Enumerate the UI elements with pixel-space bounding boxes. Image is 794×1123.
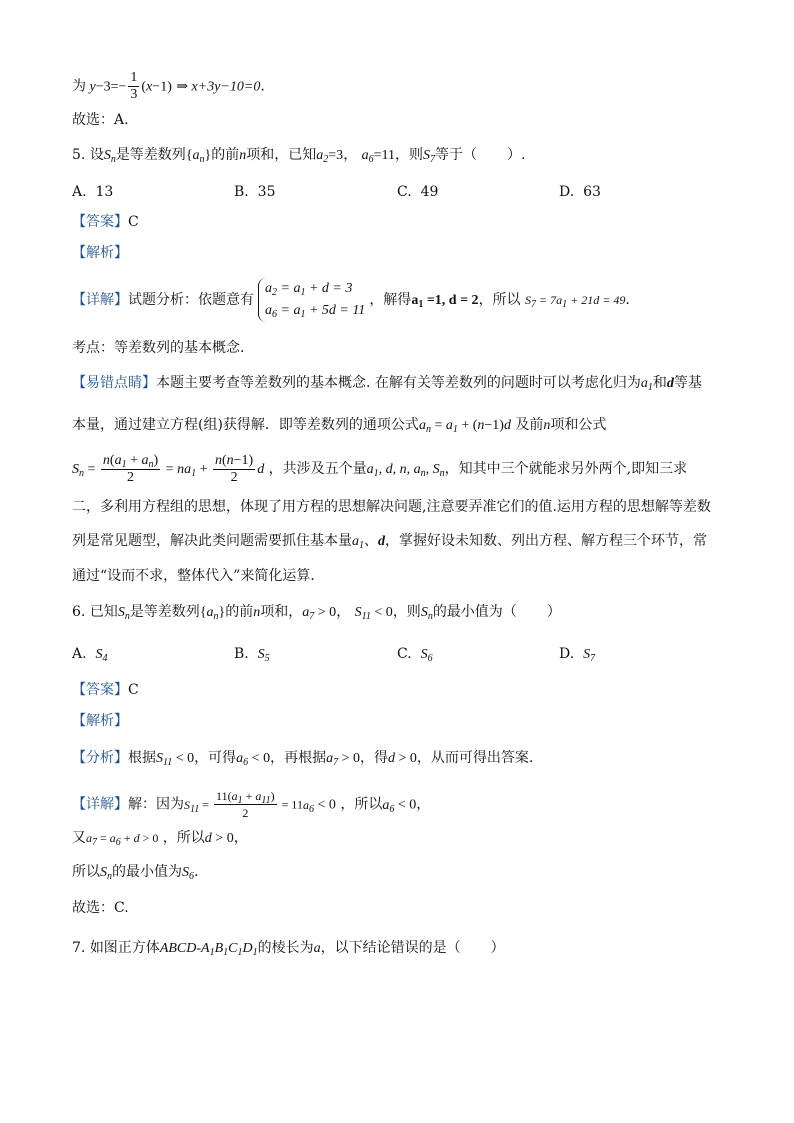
q5-analysis-tag: 【解析】 <box>72 245 128 261</box>
q5-yicuo-line-4: 二，多利用方程组的思想，体现了用方程的思想解决问题,注意要弄准它们的值.运用方程的思想解等差数 <box>72 499 711 515</box>
q5-yicuo-line-2: 本量，通过建立方程(组)获得解．即等差数列的通项公式$a_n = a_1 + (n-1)d$ 及前n项和公式 <box>72 417 607 435</box>
q5-yicuo-line-6: 通过“设而不求，整体代入”来简化运算． <box>72 568 325 584</box>
q5-detail: 【详解】试题分析：依题意有 $a_2 = a_1 + d = 3$ $a_6 = a_1 + 5d = 11$ ，解得$a_1 =1$, d = 2，所以 $S_7 = 7a_1 + 21d = 49$. <box>72 278 630 322</box>
q5-option-a: A. 13 <box>72 184 114 200</box>
q5-option-c: C. 49 <box>397 184 439 200</box>
q6-answer: 【答案】C <box>72 682 139 698</box>
q4-solution-line: 为 y−3=− $\frac{1}{3}$ (x−1) ⇒ x+3y−10=0. <box>72 70 265 102</box>
q5-option-b: B. 35 <box>234 184 276 200</box>
q5-yicuo-line-3: $S_n$ = $\frac{n(a_1 + a_n)}{2}$ = $na_1$ + $\frac{n(n-1)}{2}$ d ，共涉及五个量$a_1$, d, n, $a_n$, $S_n$，知其中三个就能求另外两个,即知三求 <box>72 453 688 485</box>
q5-yicuo-line-1: 【易错点睛】本题主要考查等差数列的基本概念. 在解有关等差数列的问题时可以考虑化归为$a_1$和d等基 <box>72 375 702 393</box>
q6-option-a: A. $S_4$ <box>72 646 108 664</box>
q6-option-d: D. $S_7$ <box>559 646 596 664</box>
q4-answer: 故选：A. <box>72 112 129 128</box>
q6-conclusion: 故选：C. <box>72 900 129 916</box>
q6-analysis-tag: 【解析】 <box>72 713 128 729</box>
q6-option-b: B. $S_5$ <box>234 646 270 664</box>
q6-line-3: 所以$S_n$的最小值为$S_6$. <box>72 864 199 882</box>
q5-option-d: D. 63 <box>559 184 601 200</box>
q6-fenxi: 【分析】根据$S_{11} < 0$，可得$a_6 < 0$，再根据$a_7 > 0$，得d > 0，从而可得出答案. <box>72 750 534 768</box>
q5-answer: 【答案】C <box>72 214 139 230</box>
q5-kaodian: 考点：等差数列的基本概念. <box>72 340 245 356</box>
q6-line-2: 又$a_7 = a_6 + d > 0$ ，所以d > 0， <box>72 830 248 848</box>
q6-stem: 6. 已知$S_n$是等差数列$\{a_n\}$的前n项和，$a_7 > 0$， $S_{11} < 0$，则$S_n$的最小值为（ ） <box>72 604 561 622</box>
q7-stem: 7. 如图正方体ABCD-$A_1B_1C_1D_1$的棱长为a，以下结论错误的是（ ） <box>72 940 505 958</box>
q5-yicuo-line-5: 列是常见题型，解决此类问题需要抓住基本量$a_1$、d，掌握好设未知数、列出方程、解方程三个环节，常 <box>72 533 707 551</box>
q6-detail: 【详解】解：因为$S_{11}$ = $\frac{11(a_1 + a_{11})}{2}$ = $11a_6 < 0$ ，所以$a_6 < 0$， <box>72 789 431 820</box>
q5-stem: 5. 设$S_n$是等差数列$\{a_n\}$的前n项和，已知$a_2=3$， $a_6=11$，则$S_7$等于（ ）. <box>72 147 526 165</box>
q6-option-c: C. $S_6$ <box>397 646 433 664</box>
